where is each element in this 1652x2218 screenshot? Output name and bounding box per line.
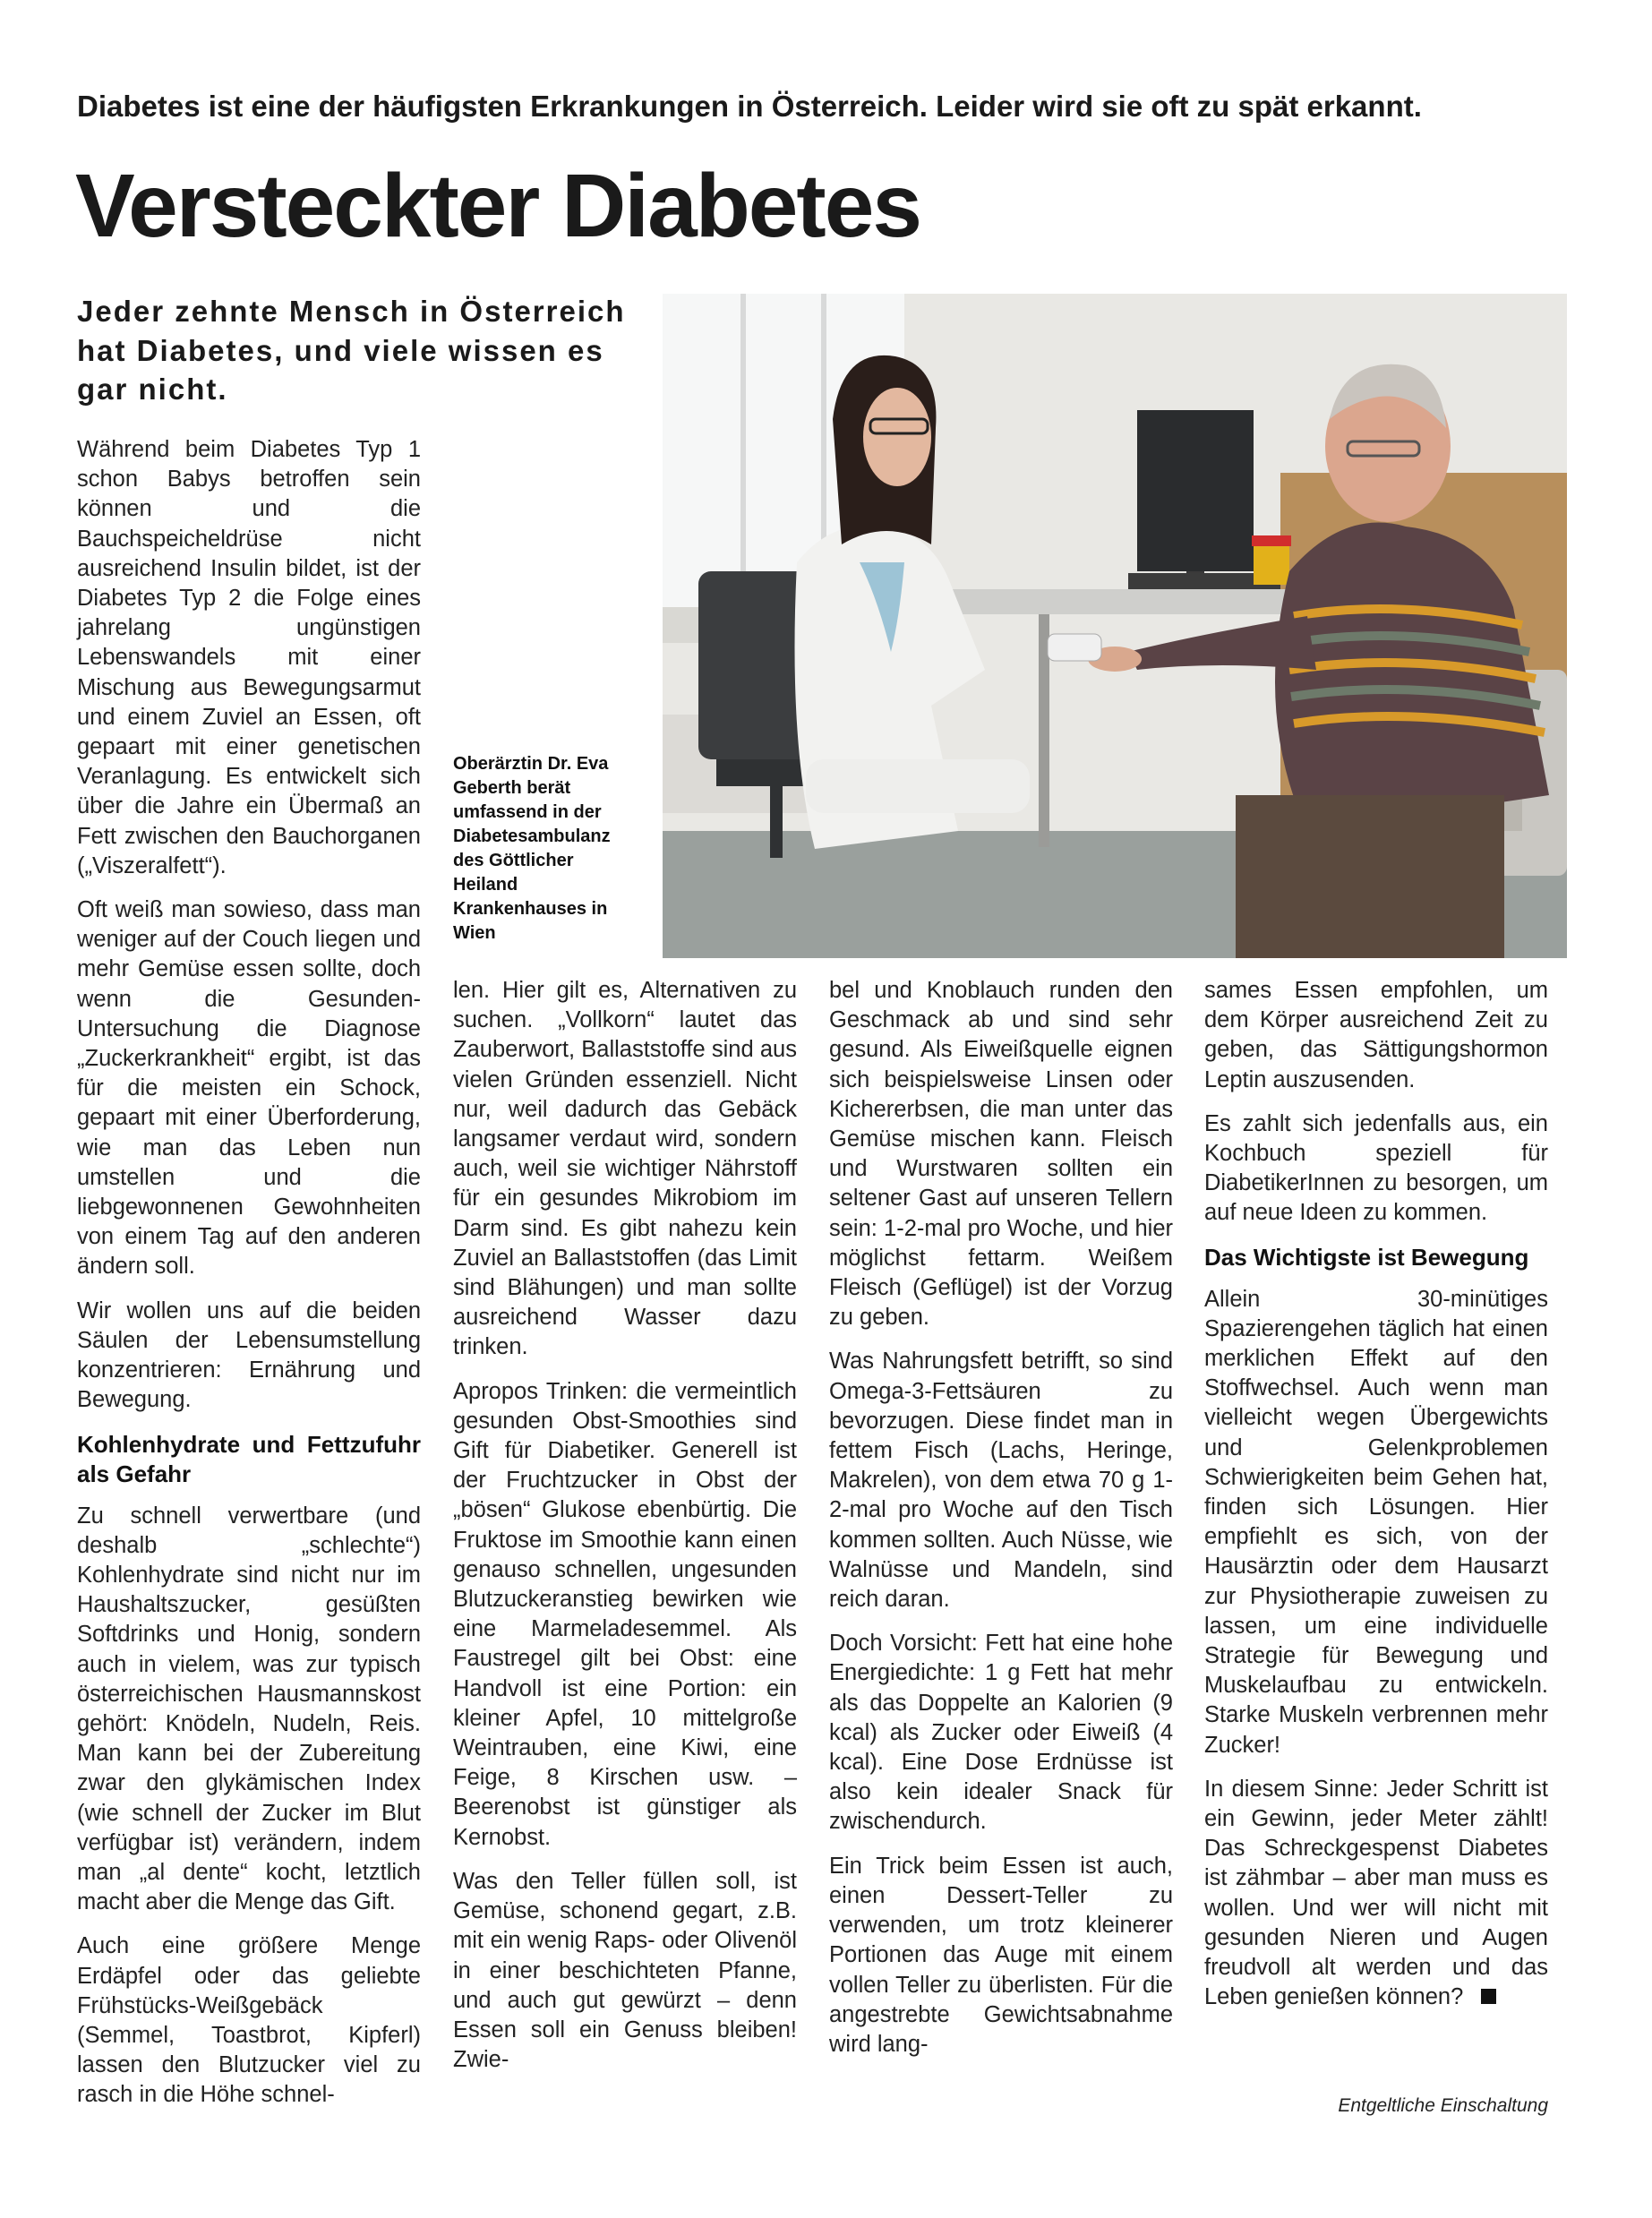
column-3 — [829, 976, 1173, 2074]
closing-text: In diesem Sinne: Jeder Schritt ist ein Gewinn, jeder Meter zählt! Das Schreckgespenst Diabetes ist zähmbar – aber man muss es wollen. Und wer will nicht mit gesunden Nieren und Augen freudvoll alt werden und das Leben genießen können? — [1204, 1776, 1548, 2010]
paragraph: bel und Knoblauch runden den Geschmack ab und sind sehr gesund. Als Eiweißquelle eignen sich beispielsweise Linsen oder Kichererbsen, die man unter das Gemüse mischen kann. Fleisch und Wurstwaren sollten ein seltener Gast auf unseren Tellern sein: 1-2-mal pro Woche, und hier möglichst fettarm. Weißem Fleisch (Geflügel) ist der Vorzug zu geben. — [829, 978, 1173, 1331]
paragraph: Während beim Diabetes Typ 1 schon Babys betroffen sein können und die Bauchspeicheldrüse nicht ausreichend Insulin bildet, ist der Diabetes Typ 2 die Folge eines jahrelang ungünstigen Lebenswandels mit einer Mischung aus Bewegungsarmut und einem Zuviel an Essen, oft gepaart mit einer genetischen Veranlagung. Es entwickelt sich über die Jahre ein Übermaß an Fett zwischen den Bauchorganen („Viszeralfett“). — [77, 437, 421, 878]
column-4 — [1204, 976, 1548, 2027]
paragraph: Zu schnell verwertbare (und deshalb „schlechte“) Kohlenhydrate sind nicht nur im Haushaltszucker, gesüßten Softdrinks und Honig, sondern auch in vielem, was zur typisch österreichischen Hausmannskost gehört: Knödeln, Nudeln, Reis. Man kann bei der Zubereitung zwar den glykämischen Index (wie schnell der Zucker im Blut verfügbar ist) verändern, indem man „al dente“ kocht, letztlich macht aber die Menge das Gift. — [77, 1503, 421, 1915]
column-1 — [77, 435, 421, 2125]
paragraph: Was Nahrungsfett betrifft, so sind Omega-3-Fettsäuren zu bevorzugen. Diese findet man in fettem Fisch (Lachs, Heringe, Makrelen), von dem etwa 70 g 1-2-mal pro Woche auf den Tisch kommen sollten. Auch Nüsse, wie Walnüsse und Mandeln, sind reich daran. — [829, 1349, 1173, 1613]
paragraph: sames Essen empfohlen, um dem Körper ausreichend Zeit zu geben, das Sättigungshormon Leptin auszusenden. — [1204, 978, 1548, 1092]
paragraph: Allein 30-minütiges Spazierengehen täglich hat einen merklichen Effekt auf den Stoffwechsel. Auch wenn man vielleicht wegen Übergewichts und Gelenkproblemen Schwierigkeiten beim Gehen hat, finden sich Lösungen. Hier empfiehlt es sich, von der Hausärztin oder dem Hausarzt zur Physiotherapie zuweisen zu lassen, um eine individuelle Strategie für Bewegung und Muskelaufbau zu entwickeln. Starke Muskeln verbrennen mehr Zucker! — [1204, 1286, 1548, 1758]
subheading: Das Wichtigste ist Bewegung — [1204, 1243, 1529, 1271]
column-2 — [453, 976, 797, 2089]
advertisement-note: Entgeltliche Einschaltung — [1338, 2095, 1548, 2116]
lead-paragraph: Jeder zehnte Mensch in Österreich hat Diabetes, und viele wissen es gar nicht. — [77, 295, 626, 407]
subheading: Kohlenhydrate und Fettzufuhr als Gefahr — [77, 1430, 421, 1487]
article-title: Versteckter Diabetes — [75, 156, 920, 256]
paragraph: Doch Vorsicht: Fett hat eine hohe Energiedichte: 1 g Fett hat mehr als das Doppelte an Kalorien (9 kcal) als Zucker oder Eiweiß (4 kcal). Eine Dose Erdnüsse ist also kein idealer Snack für zwischendurch. — [829, 1631, 1173, 1835]
end-of-article-mark — [1481, 1989, 1496, 2004]
paragraph: Was den Teller füllen soll, ist Gemüse, schonend gegart, z.B. mit ein wenig Raps- oder Olivenöl in einer beschichteten Pfanne, und auch gut gewürzt – denn Essen soll ein Genuss bleiben! Zwie- — [453, 1868, 797, 2073]
paragraph: Auch eine größere Menge Erdäpfel oder das geliebte Frühstücks-Weißgebäck (Semmel, Toastbrot, Kipferl) lassen den Blutzucker viel zu rasch in die Höhe schnel- — [77, 1933, 421, 2108]
photo-caption: Oberärztin Dr. Eva Geberth berät umfassend in der Diabetesambulanz des Göttlicher Heiland Krankenhauses in Wien — [453, 754, 611, 943]
doctor-patient-photo — [663, 294, 1567, 958]
paragraph: Ein Trick beim Essen ist auch, einen Dessert-Teller zu verwenden, um trotz kleinerer Portionen das Auge mit einem vollen Teller zu überlisten. Für die angestrebte Gewichtsabnahme wird lang- — [829, 1853, 1173, 2057]
paragraph: Apropos Trinken: die vermeintlich gesunden Obst-Smoothies sind Gift für Diabetiker. Generell ist der Fruchtzucker in Obst der „bösen“ Glukose ebenbürtig. Die Fruktose im Smoothie kann einen genauso schnellen, ungesunden Blutzuckeranstieg bewirken wie eine Marmeladesemmel. Als Faustregel gilt bei Obst: eine Handvoll ist eine Portion: ein kleiner Apfel, 10 mittelgroße Weintrauben, eine Kiwi, eine Feige, 8 Kirschen usw. – Beerenobst ist günstiger als Kernobst. — [453, 1378, 797, 1850]
paragraph: Wir wollen uns auf die beiden Säulen der Lebensumstellung konzentrieren: Ernährung und Bewegung. — [77, 1297, 421, 1413]
paragraph: Oft weiß man sowieso, dass man weniger auf der Couch liegen und mehr Gemüse essen sollte, doch wenn die Gesunden-Untersuchung die Diagnose „Zuckerkrankheit“ ergibt, ist das für die meisten ein Schock, gepaart mit einer Überforderung, wie man das Leben nun umstellen und die liebgewonnenen Gewohnheiten von einem Tag auf den anderen ändern soll. — [77, 897, 421, 1280]
paragraph — [1204, 1775, 1548, 2013]
paragraph: Es zahlt sich jedenfalls aus, ein Kochbuch speziell für DiabetikerInnen zu besorgen, um auf neue Ideen zu kommen. — [1204, 1110, 1548, 1226]
kicker-line: Diabetes ist eine der häufigsten Erkrankungen in Österreich. Leider wird sie oft zu spät erkannt. — [77, 90, 1422, 123]
paragraph: len. Hier gilt es, Alternativen zu suchen. „Vollkorn“ lautet das Zauberwort, Ballaststoffe sind aus vielen Gründen essenziell. Nicht nur, weil dadurch das Gebäck langsamer verdaut wird, sondern auch, weil sie wichtiger Nährstoff für ein gesundes Mikrobiom im Darm sind. Es gibt nahezu kein Zuviel an Ballaststoffen (das Limit sind Blähungen) und man sollte ausreichend Wasser dazu trinken. — [453, 978, 797, 1360]
